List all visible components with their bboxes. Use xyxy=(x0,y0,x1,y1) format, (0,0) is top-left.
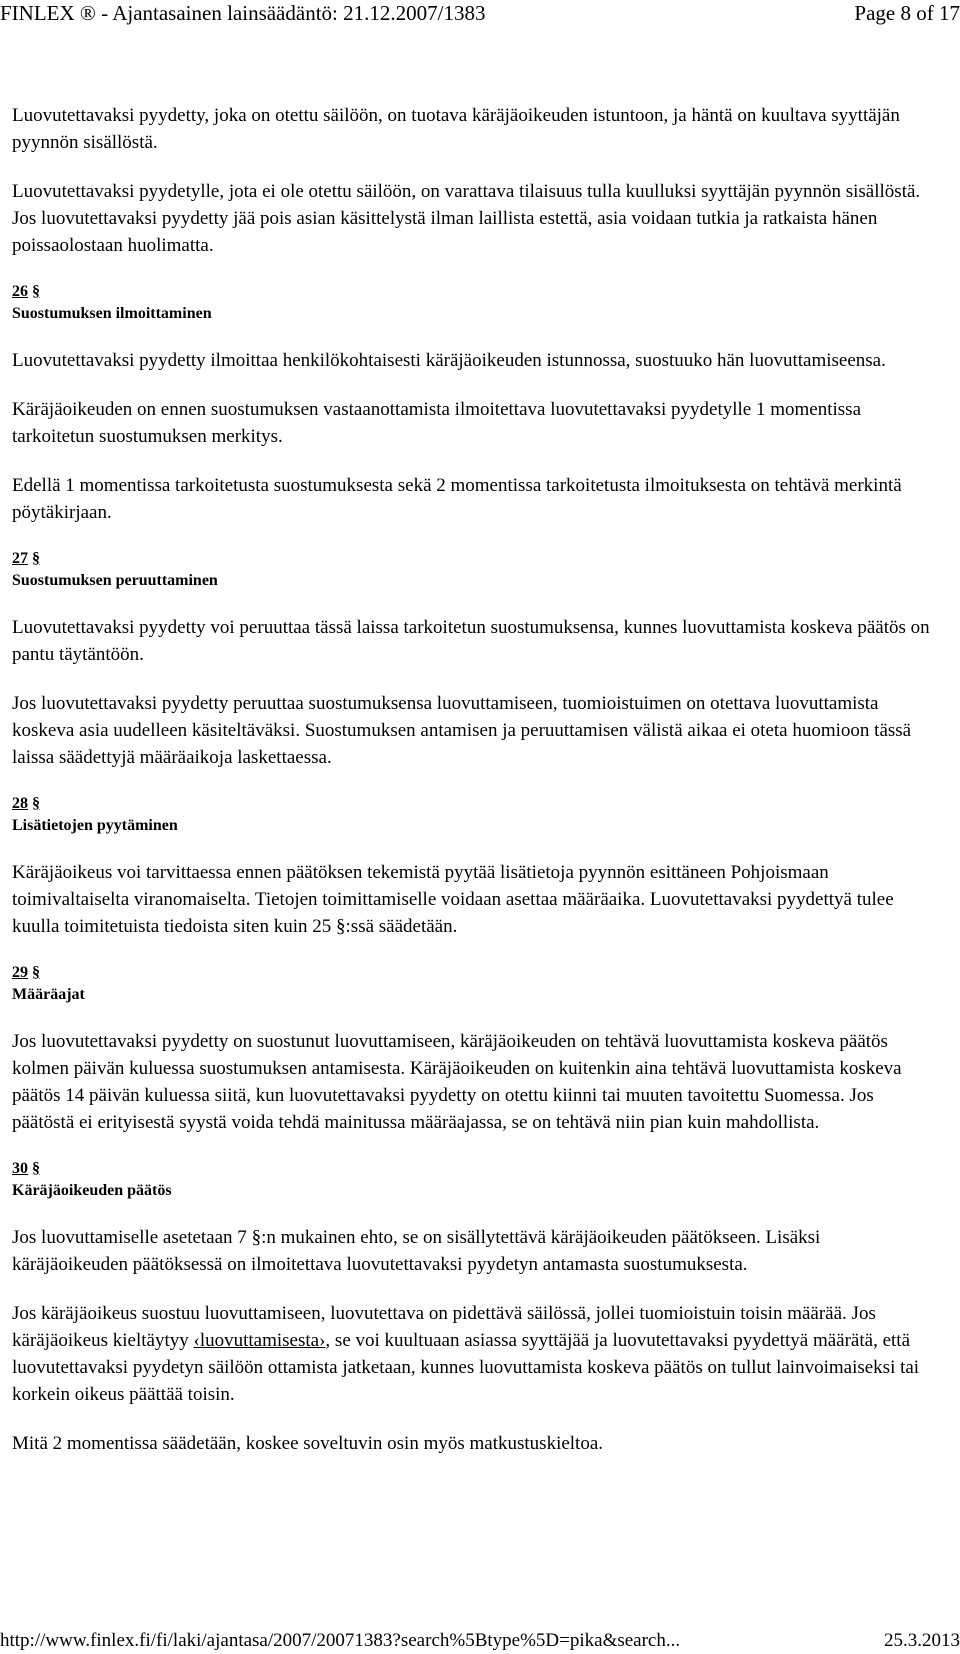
paragraph: Jos luovuttamiselle asetetaan 7 §:n mukainen ehto, se on sisällytettävä käräjäoikeuden päätökseen. Lisäksi käräjäoikeuden päätöksessä on ilmoitettava luovutettavaksi pyydetyn antamasta suostumuksesta. xyxy=(12,1227,821,1275)
section-sign-icon: § xyxy=(32,283,40,300)
section-title: Käräjäoikeuden päätös xyxy=(12,1182,172,1199)
paragraph: Luovutettavaksi pyydetty ilmoittaa henkilökohtaisesti käräjäoikeuden istunnossa, suostuuko hän luovuttamiseensa. xyxy=(12,350,886,371)
paragraph: Jos luovutettavaksi pyydetty on suostunut luovuttamiseen, käräjäoikeuden on tehtävä luovuttamista koskeva päätös kolmen päivän kuluessa suostumuksen antamisesta. Käräjäoikeuden on kuitenkin aina tehtävä luovuttamista koskeva päätös 14 päivän kuluessa siitä, kun luovutettavaksi pyydetty on otettu kiinni tai muuten tavoitettu Suomessa. Jos päätöstä ei erityisestä syystä voida tehdä mainitussa määräajassa, se on tehtävä niin pian kuin mahdollista. xyxy=(12,1031,902,1133)
luovuttamisesta-link[interactable]: ‹luovuttamisesta› xyxy=(193,1330,326,1351)
section-number[interactable]: 29 § xyxy=(12,964,40,981)
page-header xyxy=(0,0,960,26)
document-body xyxy=(12,102,934,1479)
paragraph: Jos käräjäoikeus suostuu luovuttamiseen, luovutettava on pidettävä säilössä, jollei tuomioistuin toisin määrää. Jos käräjäoikeus kieltäytyy ‹luovuttamisesta›, se voi kuultuaan asiassa syyttäjää ja luovutettavaksi pyydettyä määrätä, että luovutettavaksi pyydetyn säilöön ottamista jatketaan, kunnes luovuttamista koskeva päätös on tullut lainvoimaiseksi tai korkein oikeus päättää toisin. xyxy=(12,1303,920,1405)
paragraph: Käräjäoikeuden on ennen suostumuksen vastaanottamista ilmoitettava luovutettavaksi pyydetylle 1 momentissa tarkoitetun suostumuksen merkitys. xyxy=(12,399,861,447)
section-number[interactable]: 30 § xyxy=(12,1160,40,1177)
section-29 xyxy=(12,962,934,1136)
section-sign-icon: § xyxy=(336,916,346,937)
page-url: http://www.finlex.fi/fi/laki/ajantasa/2007/20071383?search%5Btype%5D=pika&search... xyxy=(0,1630,681,1651)
paragraph: Luovutettavaksi pyydetty voi peruuttaa tässä laissa tarkoitetun suostumuksensa, kunnes luovuttamista koskeva päätös on pantu täytäntöön. xyxy=(12,617,930,665)
page-footer xyxy=(0,1628,960,1654)
paragraph: Käräjäoikeus voi tarvittaessa ennen päätöksen tekemistä pyytää lisätietoja pyynnön esittäneen Pohjoismaan toimivaltaiselta viranomaiselta. Tietojen toimittamiselle voidaan asettaa määräaika. Luovutettavaksi pyydettyä tulee kuulla toimitetuista tiedoista siten kuin 25 §:ssä säädetään. xyxy=(12,862,894,937)
section-number[interactable]: 28 § xyxy=(12,795,40,812)
section-sign-icon: § xyxy=(32,964,40,981)
page-number: Page 8 of 17 xyxy=(854,1,960,25)
section-number[interactable]: 27 § xyxy=(12,550,40,567)
section-number[interactable]: 26 § xyxy=(12,283,40,300)
section-title: Suostumuksen peruuttaminen xyxy=(12,572,218,589)
section-30 xyxy=(12,1158,934,1457)
paragraph: Luovutettavaksi pyydetylle, jota ei ole otettu säilöön, on varattava tilaisuus tulla kuulluksi syyttäjän pyynnön sisällöstä. Jos luovutettavaksi pyydetty jää pois asian käsittelystä ilman laillista estettä, asia voidaan tutkia ja ratkaista hänen poissaolostaan huolimatta. xyxy=(12,181,921,256)
document-title: FINLEX ® - Ajantasainen lainsäädäntö: 21.12.2007/1383 xyxy=(0,1,486,25)
section-27 xyxy=(12,548,934,771)
section-sign-icon: § xyxy=(251,1227,262,1248)
section-sign-icon: § xyxy=(32,795,40,812)
section-title: Määräajat xyxy=(12,986,85,1003)
print-date: 25.3.2013 xyxy=(884,1630,960,1651)
paragraph: Jos luovutettavaksi pyydetty peruuttaa suostumuksensa luovuttamiseen, tuomioistuimen on otettava luovuttamista koskeva asia uudelleen käsiteltäväksi. Suostumuksen antamisen ja peruuttamisen välistä aikaa ei oteta huomioon tässä laissa säädettyjä määräaikoja laskettaessa. xyxy=(12,693,912,768)
section-title: Lisätietojen pyytäminen xyxy=(12,817,178,834)
paragraph: Luovutettavaksi pyydetty, joka on otettu säilöön, on tuotava käräjäoikeuden istuntoon, ja häntä on kuultava syyttäjän pyynnön sisällöstä. xyxy=(12,105,900,153)
section-26 xyxy=(12,281,934,526)
section-sign-icon: § xyxy=(32,1160,40,1177)
paragraph: Mitä 2 momentissa säädetään, koskee soveltuvin osin myös matkustuskieltoa. xyxy=(12,1433,604,1454)
section-title: Suostumuksen ilmoittaminen xyxy=(12,305,212,322)
paragraph: Edellä 1 momentissa tarkoitetusta suostumuksesta sekä 2 momentissa tarkoitetusta ilmoituksesta on tehtävä merkintä pöytäkirjaan. xyxy=(12,475,902,523)
section-28 xyxy=(12,793,934,940)
section-sign-icon: § xyxy=(32,550,40,567)
